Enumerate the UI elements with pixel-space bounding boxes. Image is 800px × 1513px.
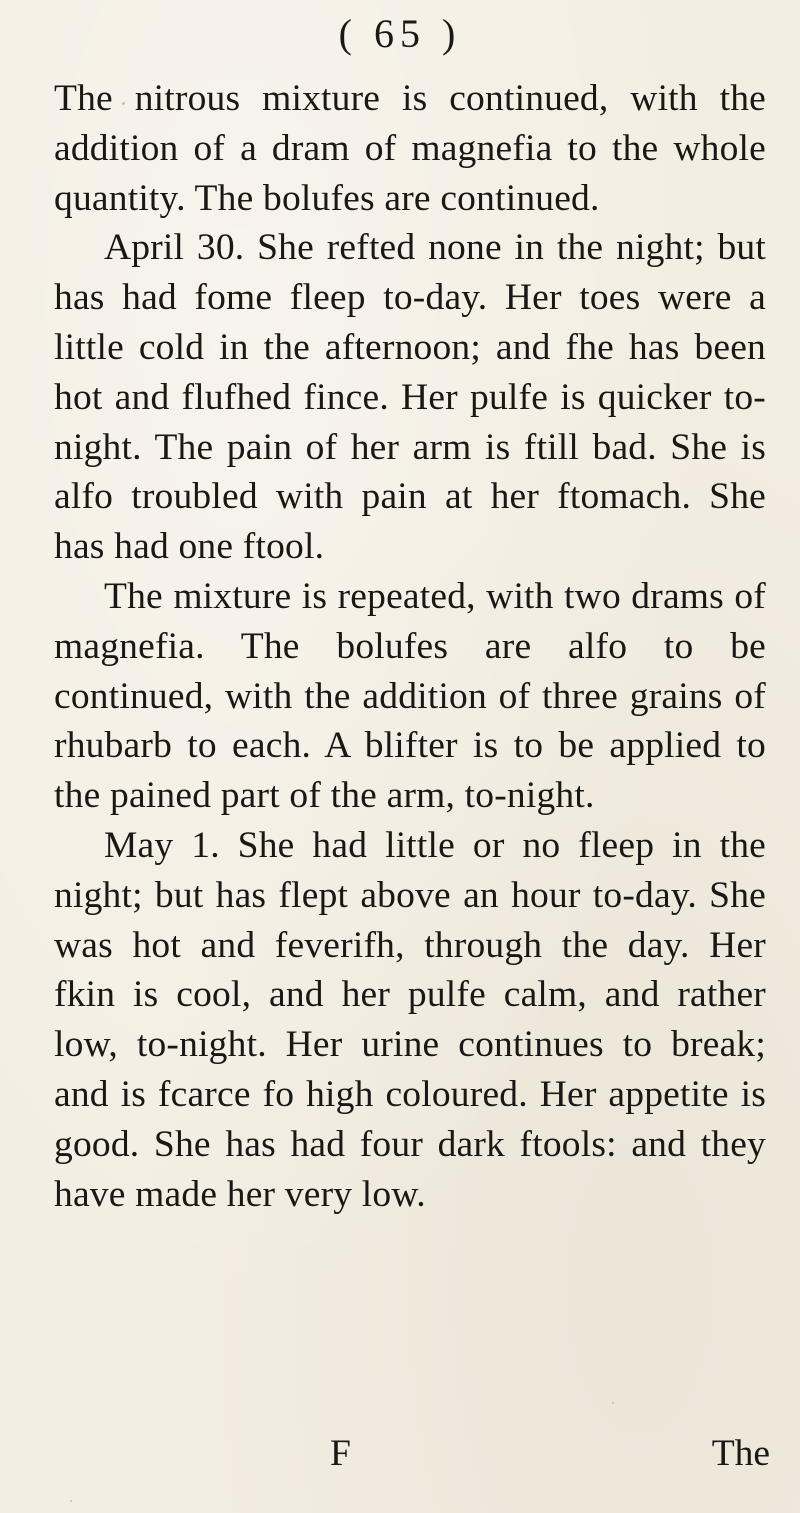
paragraph-may-1: May 1. She had little or no fleep in the night; but has flept above an hour to-day. She was hot and feverifh, through the day. Her fkin is cool, and her pulfe calm, and rather low, to-night. Her urine continues to break; and is fcarce fo high coloured. Her appetite is good. She has had four dark ftools: and they have made her very low. bbox=[54, 824, 766, 1215]
catchword: The bbox=[711, 1433, 770, 1474]
body-text bbox=[54, 74, 766, 1219]
paper-speck bbox=[612, 1402, 614, 1404]
paragraph-mixture-repeated: The mixture is repeated, with two drams of magnefia. The bolufes are alfo to be continued, with the addition of three grains of rhubarb to each. A blifter is to be applied to the pained part of the arm, to-night. bbox=[54, 575, 766, 817]
page-footer bbox=[0, 1432, 800, 1482]
paragraph-april-30: April 30. She refted none in the night; but has had fome fleep to-day. Her toes were a little cold in the afternoon; and fhe has been hot and flufhed fince. Her pulfe is quicker to-night. The pain of her arm is ftill bad. She is alfo troubled with pain at her ftomach. She has had one ftool. bbox=[54, 227, 766, 568]
signature-mark: F bbox=[330, 1433, 351, 1474]
paper-speck bbox=[70, 1500, 72, 1502]
paper-speck bbox=[122, 102, 125, 105]
paragraph-1: The nitrous mixture is continued, with the addition of a dram of magnefia to the whole quantity. The bolufes are continued. bbox=[54, 78, 766, 219]
page-number-header: ( 65 ) bbox=[338, 11, 462, 56]
